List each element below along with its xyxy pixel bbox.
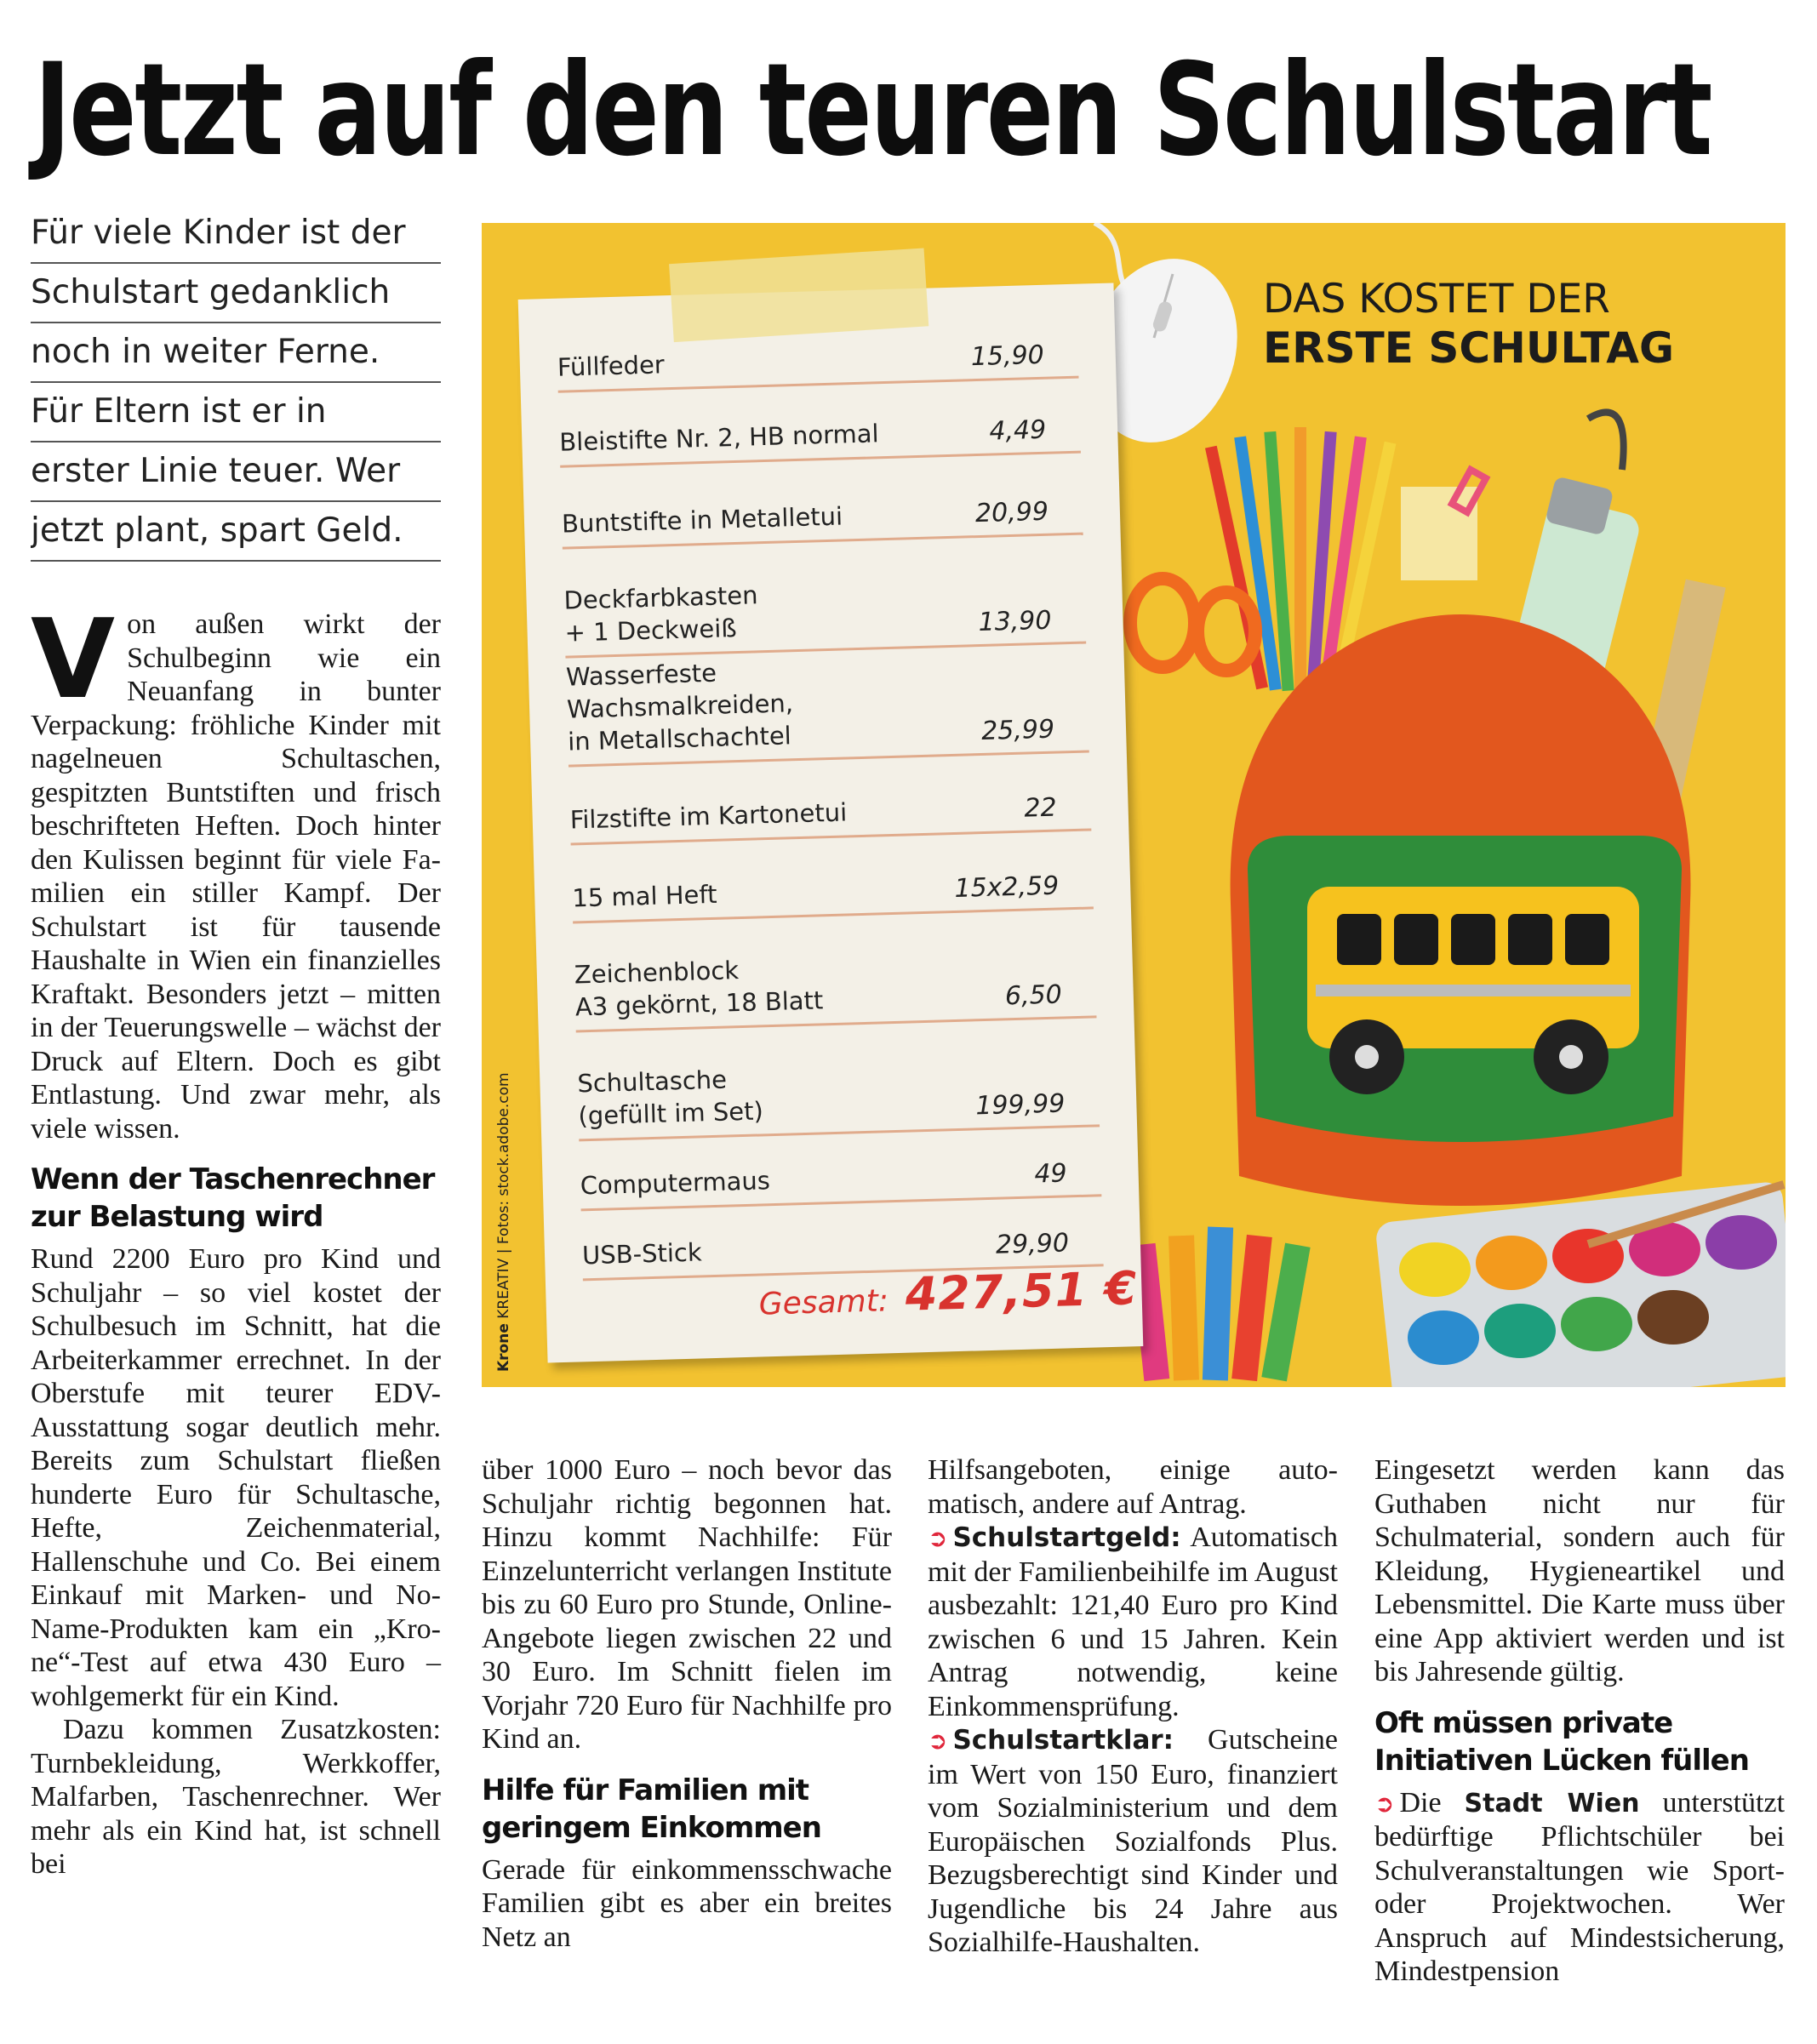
item-label: Buntstifte in Metalletui: [561, 501, 843, 539]
bullet-arrow-icon: ➲: [928, 1727, 948, 1755]
item-price: 15x2,59: [953, 871, 1060, 904]
credit-brand: Krone: [495, 1323, 512, 1372]
total-value: 427,51 €: [904, 1261, 1139, 1322]
price-row: [573, 906, 1096, 1032]
bullet-arrow-icon: ➲: [928, 1524, 948, 1552]
item-label: USB-Stick: [581, 1237, 703, 1270]
keyword-schulstartgeld: Schulstartgeld:: [952, 1522, 1181, 1553]
item-price: 49: [1033, 1158, 1068, 1190]
paragraph-text: unterstützt bedürftige Pflichtschüler bei Schulveranstaltungen wie Sport- oder Projektwochen. Wer Anspruch auf Mindestsicherung, Mindestpension: [1374, 1786, 1786, 1987]
bullet-paragraph: [928, 1723, 1338, 1960]
lead-line: erster Linie teuer. Wer: [31, 442, 441, 502]
intro-paragraph: [31, 597, 441, 1145]
lead-line: Schulstart gedanklich: [31, 264, 441, 323]
paragraph: Hilfsangeboten, einige automatisch, andere auf Antrag.: [928, 1454, 1338, 1520]
headline: Jetzt auf den teuren Schulstart: [34, 37, 1711, 185]
paragraph-text: Automatisch mit der Familienbeihilfe im August ausbezahlt: 121,40 Euro pro Kind zwischen 6 und 15 Jahren. Kein Antrag notwendig, keine Einkommensprüfung.: [928, 1522, 1338, 1722]
keyword-schulstartklar: Schulstartklar:: [952, 1725, 1174, 1756]
subheading-private-initiatives: Oft müssen private Initiativen Lücken füllen: [1374, 1705, 1749, 1778]
item-price: 15,90: [970, 340, 1045, 373]
paragraph: Gerade für einkommensschwache Familien gibt es aber ein breites Netz an: [482, 1853, 892, 1953]
paragraph: über 1000 Euro – noch bevor das Schuljahr richtig begonnen hat. Hinzu kommt Nachhilfe: Für Einzelunterricht verlangen Institute bis zu 60 Euro pro Stunde, Online-Angebote liegen zwischen 22 und 30 Euro. Im Schnitt fielen im Vorjahr 720 Euro für Nachhilfe pro Kind an.: [482, 1454, 892, 1755]
backpack-icon: [1231, 614, 1691, 1206]
item-label: Deckfarbkasten + 1 Deckweiß: [563, 580, 758, 648]
item-label: Füllfeder: [557, 350, 666, 382]
item-label: Computermaus: [580, 1166, 771, 1201]
item-label: Zeichenblock A3 gekörnt, 18 Blatt: [574, 956, 824, 1022]
lead-line: jetzt plant, spart Geld.: [31, 502, 441, 562]
item-price: 25,99: [980, 714, 1055, 747]
graphic-title-line-1: DAS KOSTET DER: [1263, 276, 1610, 323]
item-price: 20,99: [974, 496, 1049, 529]
item-label: Schultasche (gefüllt im Set): [576, 1065, 764, 1131]
item-label: Wasserfeste Wachsmalkreiden, in Metallschachtel: [565, 658, 794, 757]
photo-credit: [495, 1072, 512, 1372]
item-label: 15 mal Heft: [571, 879, 717, 913]
subheading-help-families: Hilfe für Familien mit geringem Einkommen: [482, 1773, 821, 1845]
crayons-icon: [1130, 1227, 1311, 1382]
item-price: 22: [1023, 792, 1058, 824]
item-label: Filzstifte im Kartonetui: [569, 797, 848, 835]
graphic-title: [1263, 276, 1674, 373]
keyword-stadt-wien: Stadt Wien: [1464, 1788, 1640, 1818]
lead-line: noch in weiter Ferne.: [31, 323, 441, 383]
lead-line: Für viele Kinder ist der: [31, 204, 441, 264]
paragraph-text: Die: [1399, 1786, 1465, 1818]
infographic-panel: [482, 223, 1786, 1387]
article-column-1: [31, 597, 441, 1881]
item-price: 13,90: [978, 605, 1052, 638]
paragraph: Eingesetzt werden kann das Guthaben nicht nur für Schulmaterial, sondern auch für Kleidung, Hygieneartikel und Lebensmittel. Die Karte muss über eine App aktiviert werden und ist bis Jahresende gültig.: [1374, 1454, 1785, 1687]
item-price: 4,49: [988, 414, 1047, 447]
article-column-2: [482, 1453, 892, 1954]
price-row: [576, 1015, 1100, 1141]
item-price: 29,90: [995, 1228, 1070, 1260]
graphic-title-line-2: ERSTE SCHULTAG: [1263, 323, 1675, 373]
total-line: [758, 1261, 1139, 1325]
subheading-calculator: Wenn der Taschenrechner zur Belastung wird: [31, 1162, 435, 1234]
price-row: [563, 533, 1086, 659]
price-row: [565, 642, 1088, 768]
price-list-paper: [518, 283, 1144, 1362]
watercolor-palette-icon: [1374, 1181, 1786, 1387]
bullet-arrow-icon: ➲: [1374, 1789, 1395, 1818]
item-price: 6,50: [1004, 979, 1063, 1012]
item-label: Bleistifte Nr. 2, HB normal: [558, 419, 880, 457]
item-price: 199,99: [974, 1088, 1066, 1122]
credit-text: KREATIV | Fotos: stock.adobe.com: [495, 1072, 512, 1324]
paragraph: Rund 2200 Euro pro Kind und Schuljahr – so viel kostet der Schulbesuch im Schnitt, hat die Arbeiterkammer errechnet. In der Oberstufe mit teurer EDV-Ausstattung sogar deutlich mehr. Bereits zum Schulstart fließen hunderte Euro für Schultasche, Hefte, Zeichenmaterial, Hallenschuhe und Co. Bei einem Einkauf mit Marken- und No-Name-Produkten kam ein „Krone“-Test auf etwa 430 Euro – wohlgemerkt für ein Kind.: [31, 1243, 441, 1712]
article-column-4: [1374, 1453, 1785, 1989]
paragraph: Dazu kommen Zusatzkosten: Turnbekleidung, Werkkoffer, Malfarben, Taschenrechner. Wer mehr als ein Kind hat, ist schnell bei: [31, 1714, 441, 1880]
bullet-paragraph: [928, 1521, 1338, 1723]
total-label: Gesamt:: [758, 1283, 889, 1322]
paragraph-text: on außen wirkt der Schulbeginn wie ein Neuanfang in bunter Verpackung: fröhliche Kinder mit nagelneuen Schultaschen, gespitzten Buntstiften und frisch beschrifteten Heften. Doch hinter den Kulissen beginnt für viele Familien ein stiller Kampf. Der Schulstart ist für tausende Haushalte in Wien ein finanzielles Kraftakt. Besonders jetzt – mitten in der Teuerungswelle – wächst der Druck auf Eltern. Doch es gibt Entlastung. Und zwar mehr, als viele wissen.: [31, 608, 441, 1145]
article-column-3: [928, 1453, 1338, 1960]
sticky-note-icon: [1401, 487, 1477, 580]
lead-line: Für Eltern ist er in: [31, 383, 441, 442]
drop-cap: V: [31, 597, 116, 723]
scissors-icon: [1130, 579, 1255, 671]
paragraph-text: Gutscheine im Wert von 150 Euro, finanziert vom Sozialministerium und dem Europäischen Sozialfonds Plus. Bezugsberechtigt sind Kinder und Jugendliche bis 24 Jahre aus Sozialhilfe-Haushalten.: [928, 1724, 1338, 1958]
bullet-paragraph: [1374, 1786, 1785, 1989]
lead-block: [31, 204, 441, 562]
